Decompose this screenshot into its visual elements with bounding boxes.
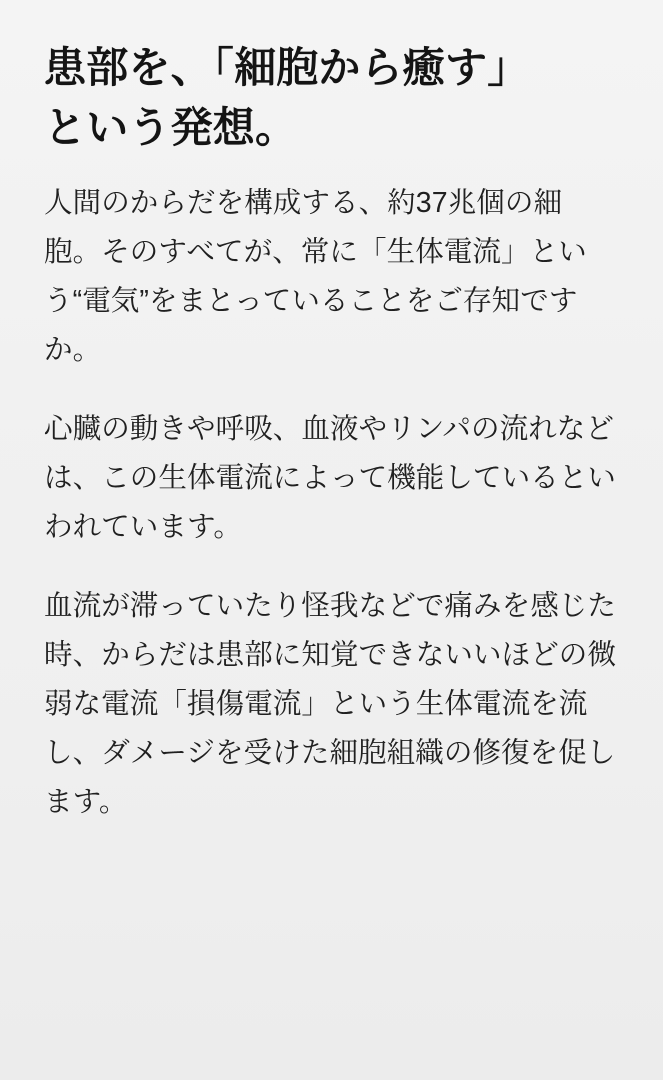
article-paragraph-3: 血流が滞っていたり怪我などで痛みを感じた時、からだは患部に知覚できないいほどの微弱な電流「損傷電流」という生体電流を流し、ダメージを受けた細胞組織の修復を促します。 [44, 590, 617, 819]
page-title-line-1: 患部を、「細胞から癒す」 [44, 44, 530, 91]
page-title [44, 38, 619, 157]
article-paragraph-1: 人間のからだを構成する、約37兆個の細胞。そのすべてが、常に「生体電流」という“電気”をまとっていることをご存知ですか。 [44, 187, 587, 367]
page-title-line-2: という発想。 [44, 103, 298, 151]
article-paragraph-2: 心臓の動きや呼吸、血液やリンパの流れなどは、この生体電流によって機能しているといわれています。 [44, 413, 617, 544]
